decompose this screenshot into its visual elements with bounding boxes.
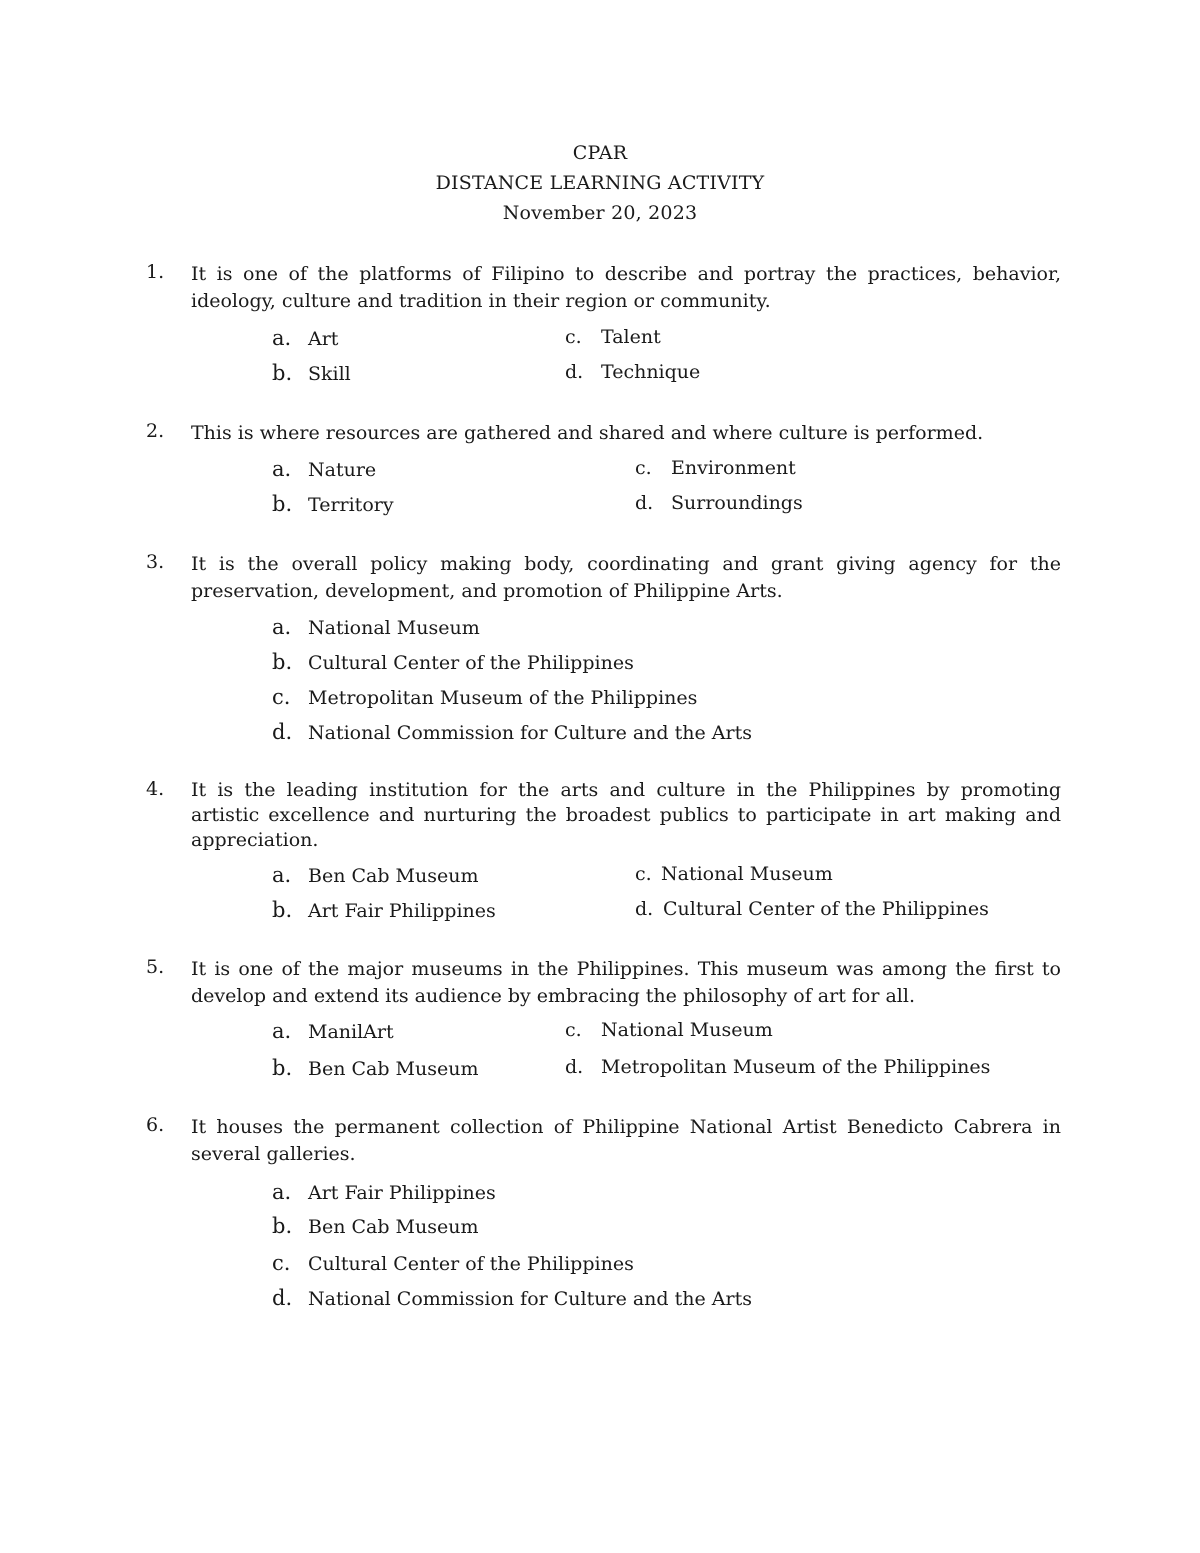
question-3-option-a: a. National Museum xyxy=(272,615,480,639)
question-1-option-a: a. Art xyxy=(272,326,339,350)
question-2-number: 2. xyxy=(146,420,165,442)
question-2-text: This is where resources are gathered and shared and where culture is performed. xyxy=(191,422,984,444)
question-5-option-d: d. Metropolitan Museum of the Philippines xyxy=(565,1056,991,1078)
question-3-number: 3. xyxy=(146,551,165,573)
question-2-option-c: c. Environment xyxy=(635,457,796,479)
activity-title: DISTANCE LEARNING ACTIVITY xyxy=(435,172,765,194)
question-1-text: It is one of the platforms of Filipino to describe and portray the practices, behavior, ideology, culture and tradition in their region or community. xyxy=(191,263,1061,312)
question-1-number: 1. xyxy=(146,261,165,283)
question-6-text: It houses the permanent collection of Philippine National Artist Benedicto Cabrera in several galleries. xyxy=(191,1116,1061,1165)
question-6-option-a: a. Art Fair Philippines xyxy=(272,1180,496,1204)
question-4-option-b: b. Art Fair Philippines xyxy=(272,898,496,922)
question-4-option-c: c. National Museum xyxy=(635,863,833,885)
question-6-option-c: c. Cultural Center of the Philippines xyxy=(272,1251,634,1275)
question-5-number: 5. xyxy=(146,956,165,978)
question-5-option-a: a. ManilArt xyxy=(272,1019,394,1043)
activity-date: November 20, 2023 xyxy=(502,202,698,224)
subject-title: CPAR xyxy=(572,142,628,164)
question-6-option-d: d. National Commission for Culture and the Arts xyxy=(272,1286,752,1310)
question-2-option-b: b. Territory xyxy=(272,492,394,516)
question-3-option-b: b. Cultural Center of the Philippines xyxy=(272,650,634,674)
question-1-option-b: b. Skill xyxy=(272,361,351,385)
question-5-option-c: c. National Museum xyxy=(565,1019,773,1041)
question-6-option-b: b. Ben Cab Museum xyxy=(272,1214,479,1238)
question-4-number: 4. xyxy=(146,778,165,800)
question-4-text: It is the leading institution for the arts and culture in the Philippines by promoting artistic excellence and nurturing the broadest publics to participate in art making and appreciation. xyxy=(191,779,1061,851)
question-1-option-d: d. Technique xyxy=(565,361,701,383)
question-2-option-a: a. Nature xyxy=(272,457,377,481)
question-6-number: 6. xyxy=(146,1114,165,1136)
question-4-option-d: d. Cultural Center of the Philippines xyxy=(635,898,989,920)
question-3-option-d: d. National Commission for Culture and the Arts xyxy=(272,720,752,744)
question-5-text: It is one of the major museums in the Philippines. This museum was among the first to develop and extend its audience by embracing the philosophy of art for all. xyxy=(191,958,1061,1007)
question-1-option-c: c. Talent xyxy=(565,326,661,348)
question-3-text: It is the overall policy making body, coordinating and grant giving agency for the preservation, development, and promotion of Philippine Arts. xyxy=(191,553,1061,602)
question-2-option-d: d. Surroundings xyxy=(635,492,803,514)
question-5-option-b: b. Ben Cab Museum xyxy=(272,1056,479,1080)
question-3-option-c: c. Metropolitan Museum of the Philippines xyxy=(272,685,698,709)
question-4-option-a: a. Ben Cab Museum xyxy=(272,863,479,887)
